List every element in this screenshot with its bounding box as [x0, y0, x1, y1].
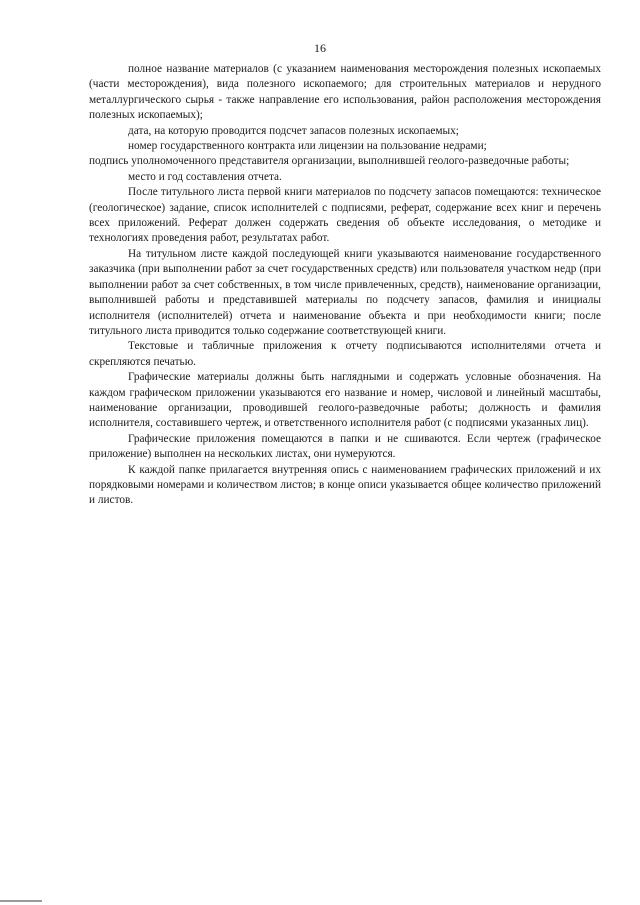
- paragraph-folder-inventory: К каждой папке прилагается внутренняя опись с наименованием графических приложений и их порядковыми номерами и количеством листов; в конце описи указывается общее количество приложений и листов.: [89, 463, 601, 507]
- paragraph-reserves-date: дата, на которую проводится подсчет запасов полезных ископаемых;: [128, 124, 459, 137]
- paragraph-graphic-folders: Графические приложения помещаются в папки и не сшиваются. Если чертеж (графическое приложение) выполнен на нескольких листах, они нумеруются.: [89, 432, 601, 461]
- document-body: [89, 62, 601, 509]
- scan-edge-mark: [0, 900, 42, 902]
- paragraph-contract-number: номер государственного контракта или лицензии на пользование недрами;: [128, 140, 487, 153]
- paragraph-text-appendices: Текстовые и табличные приложения к отчету подписываются исполнителями отчета и скрепляются печатью.: [89, 340, 601, 368]
- paragraph-subsequent-books: На титульном листе каждой последующей книги указываются наименование государственного заказчика (при выполнении работ за счет государственных средств) или пользователя участком недр (при выполнении работ за счет собственных, в том числе привлеченных, средств), наименование организации, выполнившей работы и представившей материалы по подсчету запасов, фамилия и инициалы исполнителя (исполнителей) отчета и наименование объекта и при необходимости книги; после титульного листа приводится только содержание соответствующей книги.: [89, 247, 601, 337]
- paragraph-place-year: место и год составления отчета.: [128, 170, 282, 183]
- paragraph-first-book: После титульного листа первой книги материалов по подсчету запасов помещаются: техническое (геологическое) задание, список исполнителей с подписями, реферат, содержание всех книг и перечень всех приложений. Реферат должен содержать сведения об объекте исследования, о методике и технологиях проведения работ, результатах работ.: [89, 186, 601, 245]
- paragraph-material-name: полное название материалов (с указанием наименования месторождения полезных ископаемых (части месторождения), вида полезного ископаемого; для строительных материалов и нерудного металлургического сырья - также направление его использования, район расположения месторождения полезных ископаемых);: [89, 63, 601, 122]
- paragraph-graphic-materials: Графические материалы должны быть наглядными и содержать условные обозначения. На каждом графическом приложении указываются его название и номер, числовой и линейный масштабы, наименование организации, проводившей геолого-разведочные работы; должность и фамилия исполнителя, составившего чертеж, и ответственного исполнителя работ (с подписями указанных лиц).: [89, 371, 601, 430]
- paragraph-signature: подпись уполномоченного представителя организации, выполнившей геолого-разведочные работы;: [89, 155, 570, 168]
- page-number: 16: [314, 41, 326, 55]
